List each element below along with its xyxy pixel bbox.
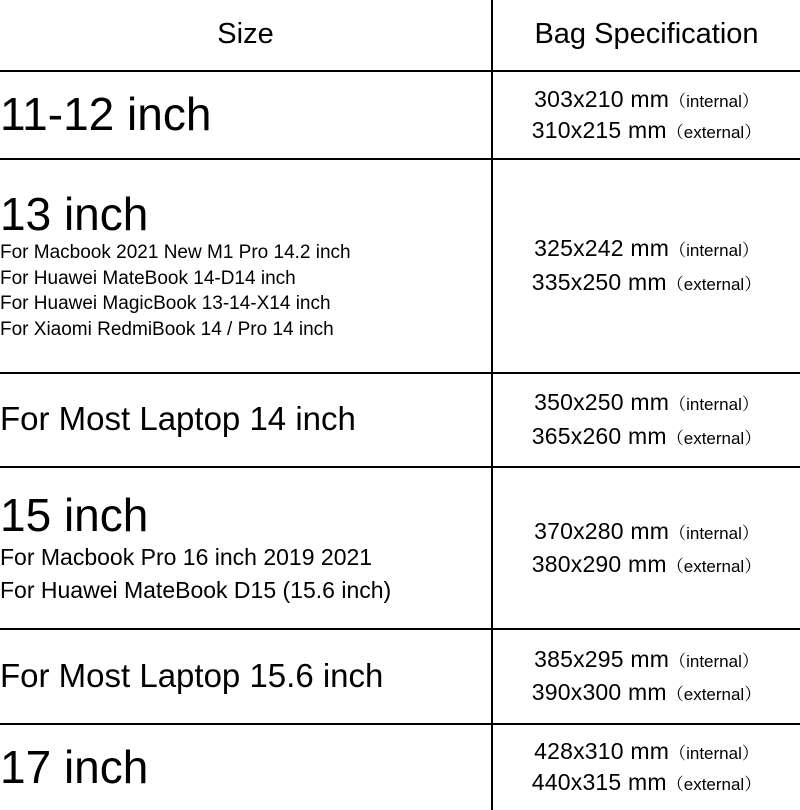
spec-internal-dimension: 385x295 mm: [534, 646, 670, 673]
spec-internal-line: [493, 515, 800, 548]
spec-internal-line: [493, 232, 800, 265]
size-title: 11-12 inch: [0, 88, 212, 141]
spec-external-label: （external）: [666, 557, 762, 577]
spec-cell: [492, 467, 800, 630]
spec-internal-label: （internal）: [669, 523, 759, 543]
column-header-bag-specification: Bag Specification: [492, 0, 800, 71]
spec-external-line: [493, 115, 800, 146]
spec-external-dimension: 440x315 mm: [531, 769, 667, 796]
size-title: 15 inch: [0, 488, 149, 541]
size-note: For Huawei MateBook D15 (15.6 inch): [0, 576, 392, 603]
table-header-row: [0, 0, 800, 71]
spec-external-dimension: 380x290 mm: [531, 551, 667, 578]
size-note: For Huawei MateBook 14-D14 inch: [0, 267, 296, 289]
spec-internal-line: [493, 736, 800, 767]
spec-external-label: （external）: [666, 122, 762, 142]
spec-external-dimension: 390x300 mm: [531, 679, 667, 706]
spec-internal-label: （internal）: [669, 652, 759, 672]
table-row: [0, 373, 800, 467]
spec-external-label: （external）: [666, 775, 762, 795]
spec-external-dimension: 365x260 mm: [531, 422, 667, 449]
spec-cell: [492, 724, 800, 810]
spec-cell: [492, 629, 800, 723]
spec-internal-dimension: 428x310 mm: [534, 738, 670, 765]
spec-external-line: [493, 420, 800, 453]
spec-internal-dimension: 325x242 mm: [534, 235, 670, 262]
spec-internal-line: [493, 386, 800, 419]
spec-external-line: [493, 676, 800, 709]
spec-external-dimension: 310x215 mm: [531, 116, 667, 143]
column-header-size: Size: [0, 0, 492, 71]
spec-external-dimension: 335x250 mm: [531, 268, 667, 295]
table-row: [0, 467, 800, 630]
spec-internal-label: （internal）: [669, 395, 759, 415]
size-note: For Xiaomi RedmiBook 14 / Pro 14 inch: [0, 319, 334, 341]
size-cell: [0, 467, 492, 630]
size-cell: [0, 724, 492, 810]
spec-cell: [492, 373, 800, 467]
spec-internal-line: [493, 84, 800, 115]
size-title: 17 inch: [0, 740, 149, 793]
spec-cell: [492, 159, 800, 373]
spec-external-line: [493, 548, 800, 581]
size-note: For Huawei MagicBook 13-14-X14 inch: [0, 293, 331, 315]
size-note: For Macbook Pro 16 inch 2019 2021: [0, 544, 373, 571]
table-row: [0, 159, 800, 373]
table-row: [0, 629, 800, 723]
size-cell: [0, 71, 492, 159]
table-row: [0, 724, 800, 810]
size-cell: [0, 373, 492, 467]
spec-cell: [492, 71, 800, 159]
spec-internal-label: （internal）: [669, 91, 759, 111]
table-row: [0, 71, 800, 159]
size-title: For Most Laptop 15.6 inch: [0, 657, 384, 694]
spec-external-label: （external）: [666, 274, 762, 294]
spec-external-label: （external）: [666, 685, 762, 705]
spec-internal-label: （internal）: [669, 744, 759, 764]
size-title: For Most Laptop 14 inch: [0, 400, 356, 438]
size-title: 13 inch: [0, 187, 149, 240]
size-note: For Macbook 2021 New M1 Pro 14.2 inch: [0, 242, 351, 264]
spec-internal-dimension: 350x250 mm: [534, 389, 670, 416]
spec-internal-line: [493, 643, 800, 676]
spec-external-line: [493, 266, 800, 299]
spec-internal-label: （internal）: [669, 241, 759, 261]
size-cell: [0, 159, 492, 373]
spec-external-line: [493, 767, 800, 798]
spec-internal-dimension: 370x280 mm: [534, 517, 670, 544]
spec-external-label: （external）: [666, 428, 762, 448]
spec-internal-dimension: 303x210 mm: [534, 85, 670, 112]
size-cell: [0, 629, 492, 723]
